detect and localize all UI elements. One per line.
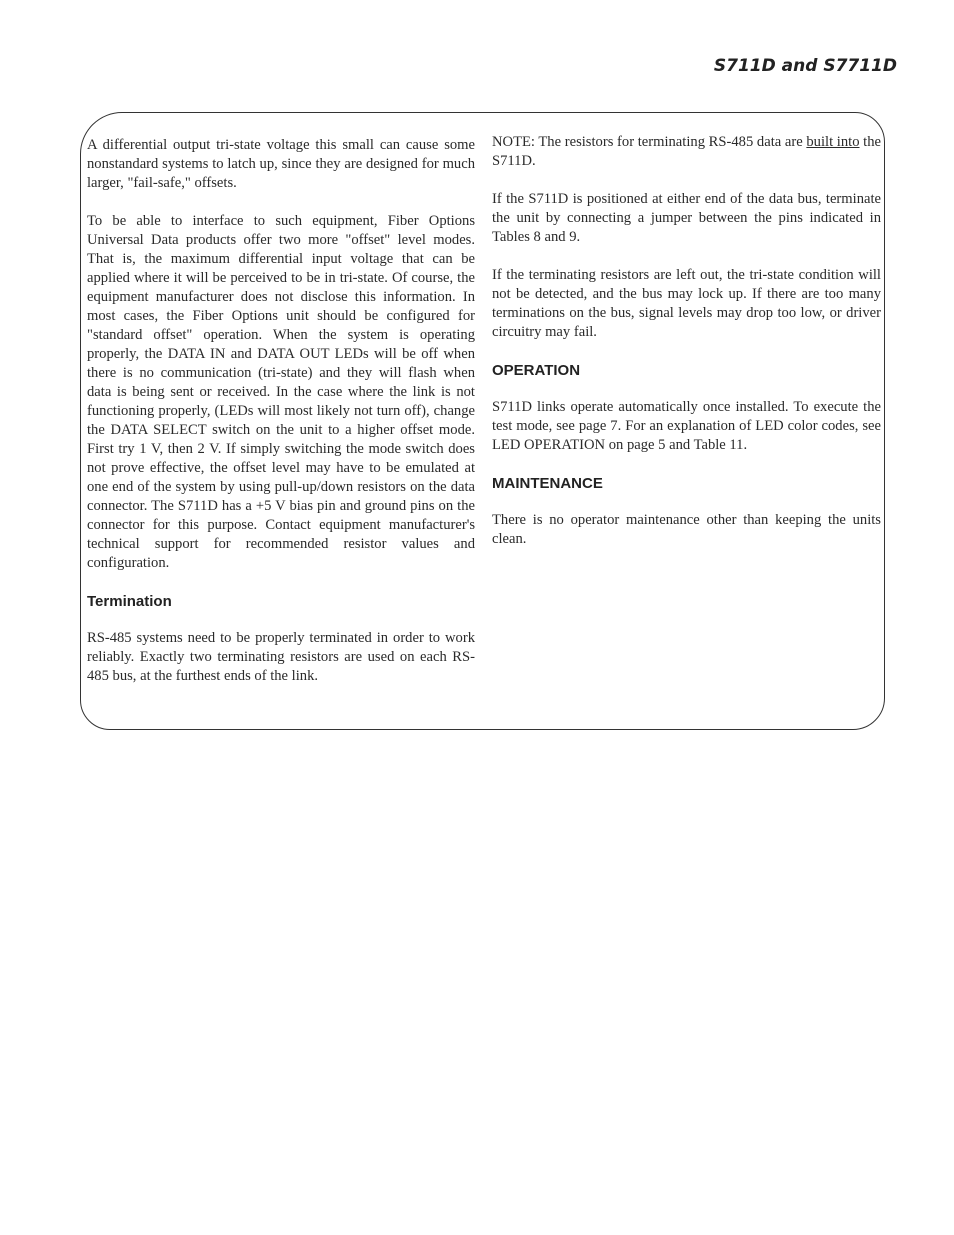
operation-heading: OPERATION [492,362,581,379]
note-paragraph [492,133,881,171]
paragraph-operation: S711D links operate automatically once installed. To execute the test mode, see page 7. For an explanation of LED color codes, see LED OPERATION on page 5 and Table 11. [492,399,881,453]
left-column [87,136,475,705]
paragraph-maintenance: There is no operator maintenance other than keeping the units clean. [492,512,881,547]
paragraph-termination: RS-485 systems need to be properly terminated in order to work reliably. Exactly two terminating resistors are used on each RS-485 bus, at the furthest ends of the link. [87,630,475,684]
termination-heading: Termination [87,593,172,610]
page-header-title: S711D and S7711D [713,56,897,76]
note-text-a: : The resistors for terminating RS-485 data are [530,134,807,150]
paragraph-tri-state-voltage: A differential output tri-state voltage this small can cause some nonstandard systems to latch up, since they are designed for much larger, "fail-safe," offsets. [87,137,475,191]
paragraph-terminating-resistors: If the terminating resistors are left out, the tri-state condition will not be detected, and the bus may lock up. If there are too many terminations on the bus, signal levels may drop too low, or driver circuitry may fail. [492,267,881,340]
paragraph-offset-modes: To be able to interface to such equipment, Fiber Options Universal Data products offer two more "offset" level modes. That is, the maximum differential input voltage that can be applied where it will be perceived to be in tri-state. Of course, the equipment manufacturer does not disclose this information. In most cases, the Fiber Options unit should be configured for "standard offset" operation. When the system is operating properly, the DATA IN and DATA OUT LEDs will be off when there is no communication (tri-state) and they will flash when data is being sent or received. In the case where the link is not functioning properly, (LEDs will most likely not turn off), change the DATA SELECT switch on the unit to a higher offset mode. First try 1 V, then 2 V. If simply switching the mode switch does not prove effective, the offset level may have to be emulated at one end of the system by using pull-up/down resistors on the data connector. The S711D has a +5 V bias pin and ground pins on the connector for this purpose. Contact equipment manufacturer's technical support for recommended resistor values and configuration. [87,213,475,571]
maintenance-heading: MAINTENANCE [492,475,603,492]
paragraph-bus-end-termination: If the S711D is positioned at either end of the data bus, terminate the unit by connecting a jumper between the pins indicated in Tables 8 and 9. [492,191,881,245]
note-text-b: the S711D. [492,134,881,169]
right-column [492,133,881,568]
note-underlined-text: built into [806,134,860,150]
note-label: NOTE [492,134,531,150]
